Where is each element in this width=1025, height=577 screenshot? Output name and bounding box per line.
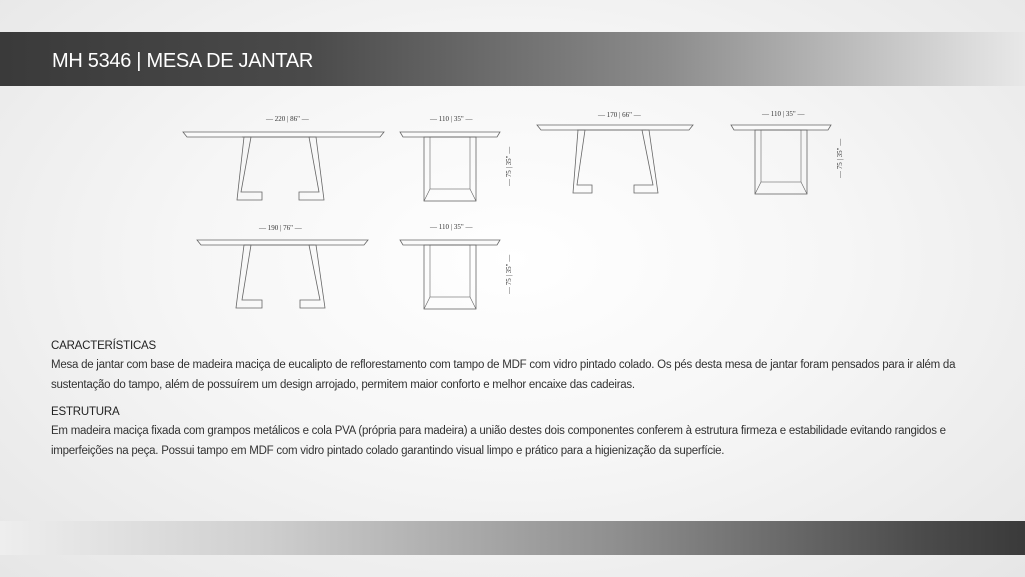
width-dimension-110-2: — 110 | 35" — (762, 110, 805, 118)
height-dimension-75-1: — 75 | 35" — (505, 146, 513, 186)
width-dimension-170: — 170 | 66" — (598, 111, 641, 119)
page-title: MH 5346 | MESA DE JANTAR (52, 50, 314, 72)
table-front-view-190-drawing (196, 236, 371, 314)
width-dimension-110-3: — 110 | 35" — (430, 223, 473, 231)
caracteristicas-heading: CARACTERÍSTICAS (51, 340, 156, 352)
width-dimension-220: — 220 | 86" — (266, 115, 309, 123)
table-side-view-3-drawing (399, 236, 504, 314)
estrutura-heading: ESTRUTURA (51, 406, 120, 418)
table-side-view-1-drawing (399, 128, 504, 206)
width-dimension-190: — 190 | 76" — (259, 224, 302, 232)
caracteristicas-section (51, 340, 961, 395)
table-side-view-2-drawing (730, 121, 835, 199)
table-side-view-1 (399, 128, 504, 206)
footer-bar (0, 521, 1025, 555)
estrutura-body: Em madeira maciça fixada com grampos metálicos e cola PVA (própria para madeira) a união destes dois componentes conferem à estrutura firmeza e estabilidade evitando rangidos e imperfeições na peça. Possui tampo em MDF com vidro pintado colado garantindo visual limpo e prático para a higienização da superfície. (51, 425, 946, 457)
caracteristicas-body: Mesa de jantar com base de madeira maciça de eucalipto de reflorestamento com tampo de MDF com vidro pintado colado. Os pés desta mesa de jantar foram pensados para ir além da sustentação do tampo, além de possuírem um design arrojado, permitem maior conforto e melhor encaixe das cadeiras. (51, 359, 956, 391)
table-front-view-220 (182, 128, 387, 206)
table-front-view-170 (536, 121, 696, 199)
height-dimension-75-2: — 75 | 35" — (836, 138, 844, 178)
table-front-view-170-drawing (536, 121, 696, 199)
estrutura-section (51, 406, 961, 461)
table-front-view-190 (196, 236, 371, 314)
table-side-view-3 (399, 236, 504, 314)
width-dimension-110-1: — 110 | 35" — (430, 115, 473, 123)
height-dimension-75-3: — 75 | 35" — (505, 254, 513, 294)
table-side-view-2 (730, 121, 835, 199)
table-front-view-220-drawing (182, 128, 387, 206)
